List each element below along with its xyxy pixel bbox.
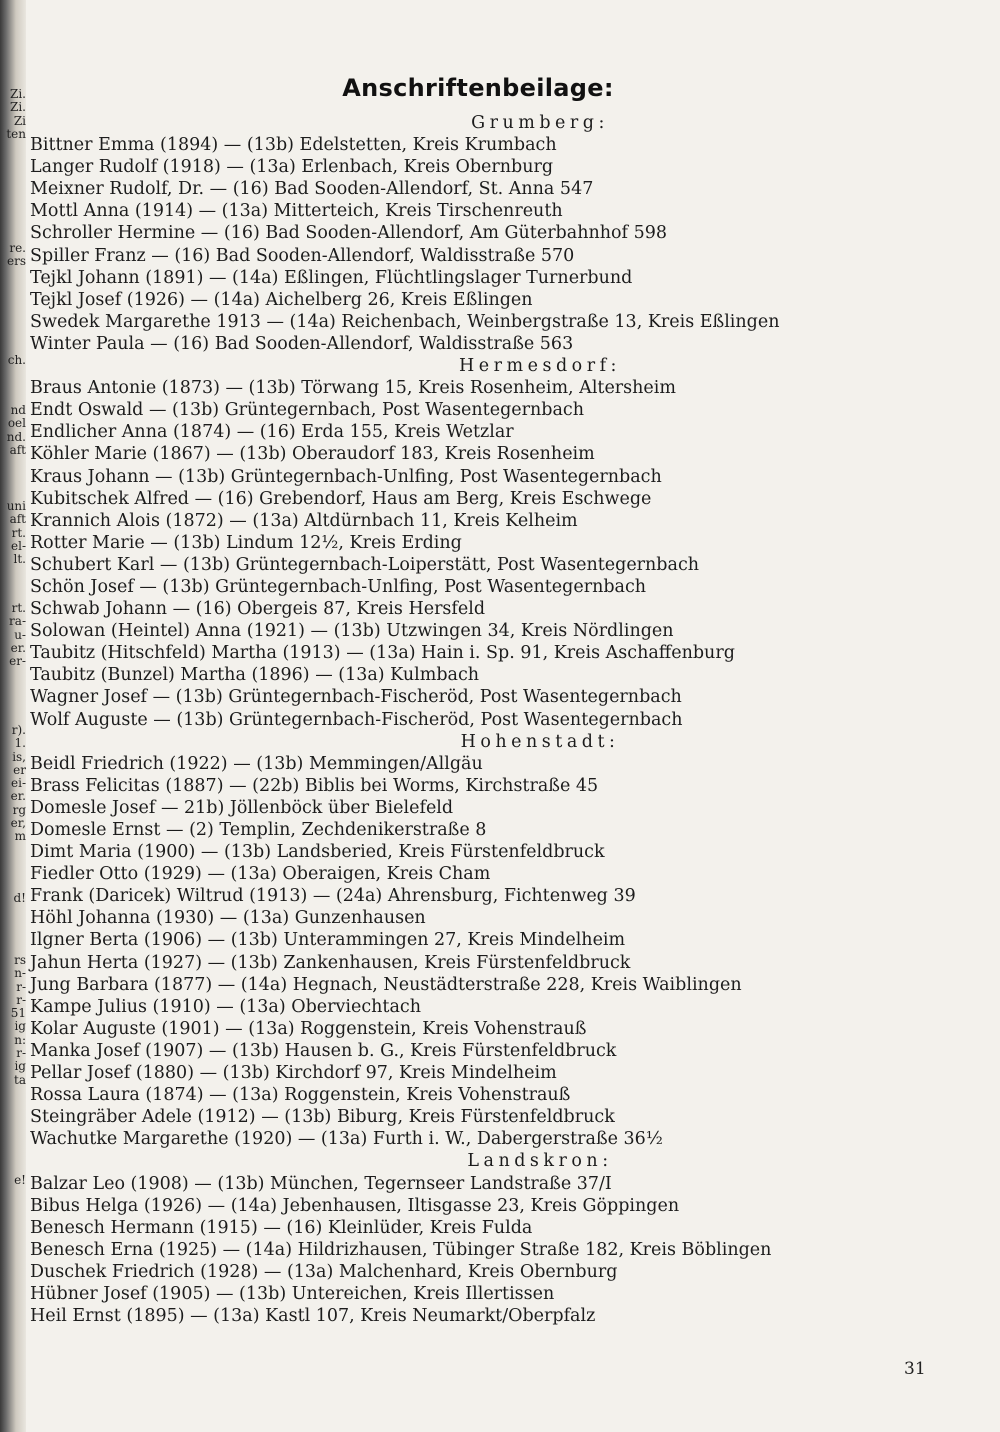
gutter-fragment: er. bbox=[10, 640, 26, 655]
gutter-fragment: is, bbox=[12, 749, 26, 764]
gutter-fragment: uni bbox=[6, 499, 26, 513]
address-entry: Duschek Friedrich (1928) — (13a) Malchenhard, Kreis Obernburg bbox=[30, 1261, 618, 1282]
address-entry: Benesch Erna (1925) — (14a) Hildrizhausen, Tübinger Straße 182, Kreis Böblingen bbox=[30, 1239, 772, 1260]
address-entry: Brass Felicitas (1887) — (22b) Biblis bei Worms, Kirchstraße 45 bbox=[30, 775, 599, 796]
gutter-text-fragments bbox=[0, 354, 26, 367]
gutter-text-fragments bbox=[0, 724, 26, 844]
binding-gutter bbox=[0, 0, 26, 1432]
address-entry: Ilgner Berta (1906) — (13b) Unterammingen 27, Kreis Mindelheim bbox=[30, 930, 626, 951]
address-entry: Pellar Josef (1880) — (13b) Kirchdorf 97, Kreis Mindelheim bbox=[30, 1063, 557, 1084]
gutter-fragment: ta bbox=[14, 1072, 26, 1087]
gutter-fragment: ten bbox=[6, 126, 26, 141]
gutter-fragment: Zi bbox=[13, 113, 26, 128]
address-entry: Braus Antonie (1873) — (13b) Törwang 15, Kreis Rosenheim, Altersheim bbox=[30, 378, 676, 399]
address-entry: Spiller Franz — (16) Bad Sooden-Allendorf, Waldisstraße 570 bbox=[30, 245, 575, 266]
address-entry: Endlicher Anna (1874) — (16) Erda 155, Kreis Wetzlar bbox=[30, 422, 514, 443]
gutter-fragment: 51 bbox=[10, 1006, 26, 1021]
address-entry: Frank (Daricek) Wiltrud (1913) — (24a) Ahrensburg, Fichtenweg 39 bbox=[30, 886, 636, 907]
gutter-fragment: d! bbox=[13, 891, 26, 905]
address-entry: Rossa Laura (1874) — (13a) Roggenstein, Kreis Vohenstrauß bbox=[30, 1085, 571, 1106]
gutter-fragment: r- bbox=[16, 1046, 26, 1061]
gutter-fragment: ig bbox=[14, 1019, 26, 1034]
address-entry: Kampe Julius (1910) — (13a) Oberviechtach bbox=[30, 996, 421, 1017]
address-entry: Heil Ernst (1895) — (13a) Kastl 107, Kreis Neumarkt/Oberpfalz bbox=[30, 1306, 596, 1327]
gutter-text-fragments bbox=[0, 892, 26, 905]
address-entry: Hübner Josef (1905) — (13b) Untereichen, Kreis Illertissen bbox=[30, 1283, 555, 1304]
gutter-fragment: er. bbox=[10, 789, 26, 804]
address-entry: Taubitz (Hitschfeld) Martha (1913) — (13a) Hain i. Sp. 91, Kreis Aschaffenburg bbox=[30, 643, 735, 664]
gutter-fragment: ra- bbox=[9, 614, 26, 629]
gutter-fragment: el- bbox=[11, 538, 26, 553]
page-title: Anschriftenbeilage: bbox=[342, 74, 614, 102]
gutter-fragment: lt. bbox=[13, 552, 26, 567]
gutter-fragment: ig bbox=[14, 1059, 26, 1074]
address-entry: Langer Rudolf (1918) — (13a) Erlenbach, Kreis Obernburg bbox=[30, 157, 554, 178]
gutter-fragment: n: bbox=[14, 1032, 26, 1047]
address-entry: Steingräber Adele (1912) — (13b) Biburg, Kreis Fürstenfeldbruck bbox=[30, 1107, 615, 1128]
section-heading-hohenstadt: Hohenstadt: bbox=[460, 731, 620, 752]
address-entry: Kubitschek Alfred — (16) Grebendorf, Haus am Berg, Kreis Eschwege bbox=[30, 488, 652, 509]
address-entry: Köhler Marie (1867) — (13b) Oberaudorf 183, Kreis Rosenheim bbox=[30, 444, 595, 465]
address-entry: Schön Josef — (13b) Grüntegernbach-Unlfing, Post Wasentegernbach bbox=[30, 576, 647, 597]
address-entry: Balzar Leo (1908) — (13b) München, Tegernseer Landstraße 37/I bbox=[30, 1173, 612, 1194]
address-entry: Wolf Auguste — (13b) Grüntegernbach-Fischeröd, Post Wasentegernbach bbox=[30, 709, 683, 730]
address-entry: Jahun Herta (1927) — (13b) Zankenhausen, Kreis Fürstenfeldbruck bbox=[30, 952, 631, 973]
page-number: 31 bbox=[904, 1359, 926, 1379]
address-entry: Beidl Friedrich (1922) — (13b) Memmingen/Allgäu bbox=[30, 753, 483, 774]
gutter-fragment: rt. bbox=[11, 601, 26, 615]
address-entry: Fiedler Otto (1929) — (13a) Oberaigen, Kreis Cham bbox=[30, 864, 491, 885]
gutter-text-fragments bbox=[0, 242, 26, 269]
address-entry: Jung Barbara (1877) — (14a) Hegnach, Neustädterstraße 228, Kreis Waiblingen bbox=[30, 974, 742, 995]
gutter-fragment: rg bbox=[12, 802, 26, 817]
gutter-fragment: ch. bbox=[7, 353, 26, 367]
gutter-fragment: ei- bbox=[11, 776, 26, 791]
gutter-text-fragments bbox=[0, 954, 26, 1087]
gutter-text-fragments bbox=[0, 404, 26, 457]
address-entry: Solowan (Heintel) Anna (1921) — (13b) Utzwingen 34, Kreis Nördlingen bbox=[30, 621, 674, 642]
gutter-fragment: re. bbox=[9, 241, 26, 255]
gutter-fragment: u- bbox=[14, 627, 26, 642]
gutter-fragment: r- bbox=[16, 992, 26, 1007]
address-entry: Krannich Alois (1872) — (13a) Altdürnbach 11, Kreis Kelheim bbox=[30, 510, 578, 531]
address-entry: Kraus Johann — (13b) Grüntegernbach-Unlfing, Post Wasentegernbach bbox=[30, 466, 662, 487]
gutter-fragment: aft bbox=[9, 442, 26, 457]
address-entry: Rotter Marie — (13b) Lindum 12½, Kreis Erding bbox=[30, 532, 462, 553]
gutter-fragment: ers bbox=[7, 254, 26, 269]
gutter-text-fragments bbox=[0, 602, 26, 668]
address-entry: Domesle Josef — 21b) Jöllenböck über Bielefeld bbox=[30, 797, 454, 818]
address-entry: Winter Paula — (16) Bad Sooden-Allendorf, Waldisstraße 563 bbox=[30, 333, 574, 354]
gutter-fragment: aft bbox=[9, 512, 26, 527]
gutter-fragment: rt. bbox=[11, 525, 26, 540]
gutter-fragment: er, bbox=[10, 816, 26, 831]
gutter-fragment: er- bbox=[9, 654, 26, 669]
gutter-fragment: Zi. bbox=[10, 87, 26, 101]
address-entry: Schroller Hermine — (16) Bad Sooden-Allendorf, Am Güterbahnhof 598 bbox=[30, 223, 667, 244]
address-entry: Mottl Anna (1914) — (13a) Mitterteich, Kreis Tirschenreuth bbox=[30, 201, 563, 222]
section-heading-landskron: Landskron: bbox=[467, 1151, 613, 1172]
gutter-fragment: n- bbox=[14, 966, 26, 981]
gutter-fragment: 1. bbox=[14, 736, 26, 751]
gutter-fragment: nd. bbox=[6, 429, 26, 444]
address-entry: Tejkl Johann (1891) — (14a) Eßlingen, Flüchtlingslager Turnerbund bbox=[30, 267, 633, 288]
gutter-fragment: er bbox=[13, 762, 26, 777]
address-entry: Taubitz (Bunzel) Martha (1896) — (13a) Kulmbach bbox=[30, 665, 480, 686]
address-entry: Dimt Maria (1900) — (13b) Landsberied, Kreis Fürstenfeldbruck bbox=[30, 842, 605, 863]
address-entry: Meixner Rudolf, Dr. — (16) Bad Sooden-Allendorf, St. Anna 547 bbox=[30, 179, 594, 200]
address-entry: Manka Josef (1907) — (13b) Hausen b. G., Kreis Fürstenfeldbruck bbox=[30, 1040, 617, 1061]
gutter-fragment: Zi. bbox=[10, 100, 26, 115]
address-entry: Domesle Ernst — (2) Templin, Zechdenikerstraße 8 bbox=[30, 820, 487, 840]
section-heading-hermesdorf: Hermesdorf: bbox=[459, 356, 621, 377]
address-entry: Benesch Hermann (1915) — (16) Kleinlüder, Kreis Fulda bbox=[30, 1217, 533, 1238]
gutter-fragment: nd bbox=[10, 403, 26, 417]
address-entry: Tejkl Josef (1926) — (14a) Aichelberg 26, Kreis Eßlingen bbox=[30, 289, 533, 310]
address-entry: Höhl Johanna (1930) — (13a) Gunzenhausen bbox=[30, 908, 426, 929]
address-entry: Endt Oswald — (13b) Grüntegernbach, Post Wasentegernbach bbox=[30, 400, 584, 421]
address-entry: Bibus Helga (1926) — (14a) Jebenhausen, Iltisgasse 23, Kreis Göppingen bbox=[30, 1195, 680, 1216]
address-listing bbox=[30, 112, 930, 1327]
gutter-text-fragments bbox=[0, 500, 26, 566]
address-entry: Kolar Auguste (1901) — (13a) Roggenstein, Kreis Vohenstrauß bbox=[30, 1018, 587, 1039]
gutter-fragment: r). bbox=[11, 723, 26, 737]
address-entry: Schwab Johann — (16) Obergeis 87, Kreis Hersfeld bbox=[30, 599, 486, 620]
gutter-text-fragments bbox=[0, 1174, 26, 1187]
address-entry: Bittner Emma (1894) — (13b) Edelstetten, Kreis Krumbach bbox=[30, 135, 557, 156]
gutter-fragment: m bbox=[14, 829, 26, 844]
gutter-fragment: r- bbox=[16, 979, 26, 994]
address-entry: Wagner Josef — (13b) Grüntegernbach-Fischeröd, Post Wasentegernbach bbox=[30, 687, 682, 708]
address-entry: Schubert Karl — (13b) Grüntegernbach-Loiperstätt, Post Wasentegernbach bbox=[30, 554, 700, 575]
gutter-fragment: oel bbox=[7, 416, 26, 431]
gutter-fragment: e! bbox=[14, 1173, 26, 1187]
address-entry: Swedek Margarethe 1913 — (14a) Reichenbach, Weinbergstraße 13, Kreis Eßlingen bbox=[30, 311, 780, 332]
gutter-fragment: rs bbox=[14, 953, 26, 967]
section-heading-grumberg: Grumberg: bbox=[471, 113, 609, 133]
address-entry: Wachutke Margarethe (1920) — (13a) Furth i. W., Dabergerstraße 36½ bbox=[30, 1129, 663, 1150]
